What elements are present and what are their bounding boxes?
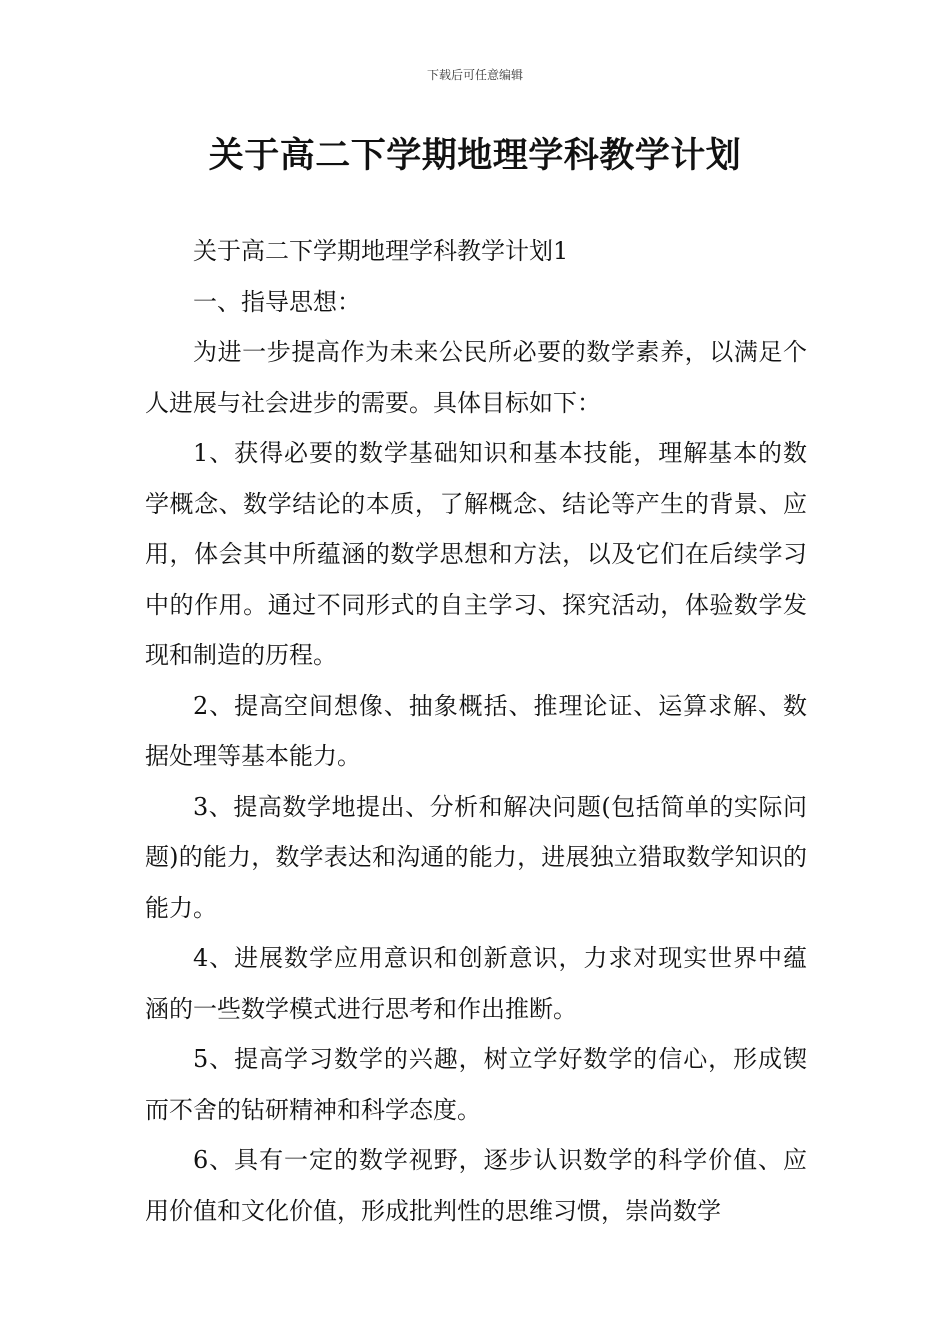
- document-title: 关于高二下学期地理学科教学计划: [208, 136, 742, 176]
- paragraph-goal-1: 1、获得必要的数学基础知识和基本技能，理解基本的数学概念、数学结论的本质，了解概念、结论等产生的背景、应用，体会其中所蕴涵的数学思想和方法，以及它们在后续学习中的作用。通过不同形式的自主学习、探究活动，体验数学发现和制造的历程。: [145, 439, 807, 669]
- document-body: [145, 226, 807, 1236]
- paragraph-section-heading: 一、指导思想：: [193, 287, 361, 316]
- paragraph-subtitle: 关于高二下学期地理学科教学计划1: [193, 237, 569, 265]
- paragraph-goal-4: 4、进展数学应用意识和创新意识，力求对现实世界中蕴涵的一些数学模式进行思考和作出推断。: [145, 944, 807, 1023]
- paragraph-goal-6: 6、具有一定的数学视野，逐步认识数学的科学价值、应用价值和文化价值，形成批判性的思维习惯，崇尚数学: [145, 1146, 807, 1225]
- paragraph-goal-5: 5、提高学习数学的兴趣，树立学好数学的信心，形成锲而不舍的钻研精神和科学态度。: [145, 1045, 807, 1124]
- paragraph-goal-2: 2、提高空间想像、抽象概括、推理论证、运算求解、数据处理等基本能力。: [145, 691, 807, 770]
- paragraph-intro: 为进一步提高作为未来公民所必要的数学素养，以满足个人进展与社会进步的需要。具体目标如下：: [145, 338, 807, 417]
- paragraph-goal-3: 3、提高数学地提出、分析和解决问题(包括简单的实际问题)的能力，数学表达和沟通的能力，进展独立猎取数学知识的能力。: [145, 792, 807, 922]
- header-note: 下载后可任意编辑: [426, 68, 523, 82]
